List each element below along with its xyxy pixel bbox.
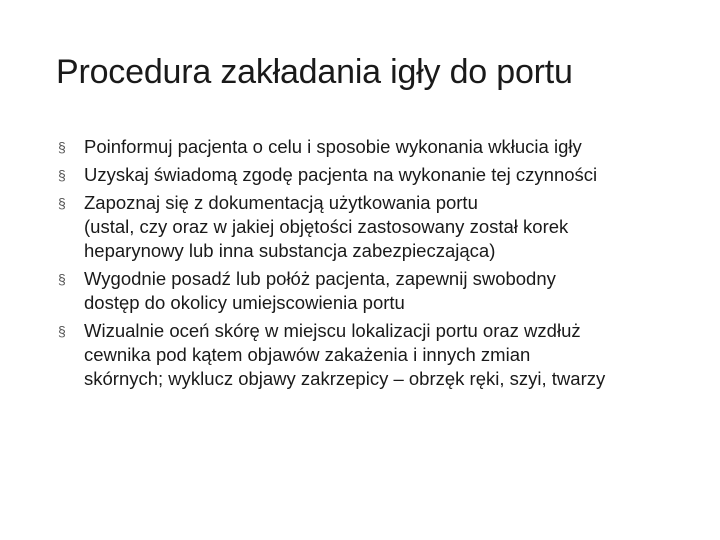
- bullet-item: [58, 191, 708, 263]
- bullet-text-continuation: (ustal, czy oraz w jakiej objętości zastosowany został korek: [84, 216, 569, 237]
- bullet-text-continuation: cewnika pod kątem objawów zakażenia i innych zmian: [84, 344, 531, 365]
- bullet-marker-icon: §: [58, 271, 66, 287]
- bullet-text-continuation: skórnych; wyklucz objawy zakrzepicy – obrzęk ręki, szyi, twarzy: [84, 368, 606, 389]
- slide-title: Procedura zakładania igły do portu: [56, 53, 573, 91]
- bullet-marker-icon: §: [58, 323, 66, 339]
- bullet-text-continuation: dostęp do okolicy umiejscowienia portu: [84, 292, 405, 313]
- bullet-item: [58, 319, 708, 391]
- bullet-text: Wygodnie posadź lub połóż pacjenta, zapewnij swobodny: [84, 268, 556, 289]
- bullet-text-continuation: heparynowy lub inna substancja zabezpieczająca): [84, 240, 496, 261]
- bullet-marker-icon: §: [58, 167, 66, 183]
- bullet-marker-icon: §: [58, 195, 66, 211]
- bullet-text: Zapoznaj się z dokumentacją użytkowania portu: [84, 192, 478, 213]
- bullet-text: Poinformuj pacjenta o celu i sposobie wykonania wkłucia igły: [84, 136, 582, 157]
- bullet-list: [58, 135, 708, 395]
- bullet-marker-icon: §: [58, 139, 66, 155]
- bullet-item: [58, 163, 708, 187]
- bullet-item: [58, 267, 708, 315]
- bullet-item: [58, 135, 708, 159]
- bullet-text: Uzyskaj świadomą zgodę pacjenta na wykonanie tej czynności: [84, 164, 598, 185]
- bullet-text: Wizualnie oceń skórę w miejscu lokalizacji portu oraz wzdłuż: [84, 320, 581, 341]
